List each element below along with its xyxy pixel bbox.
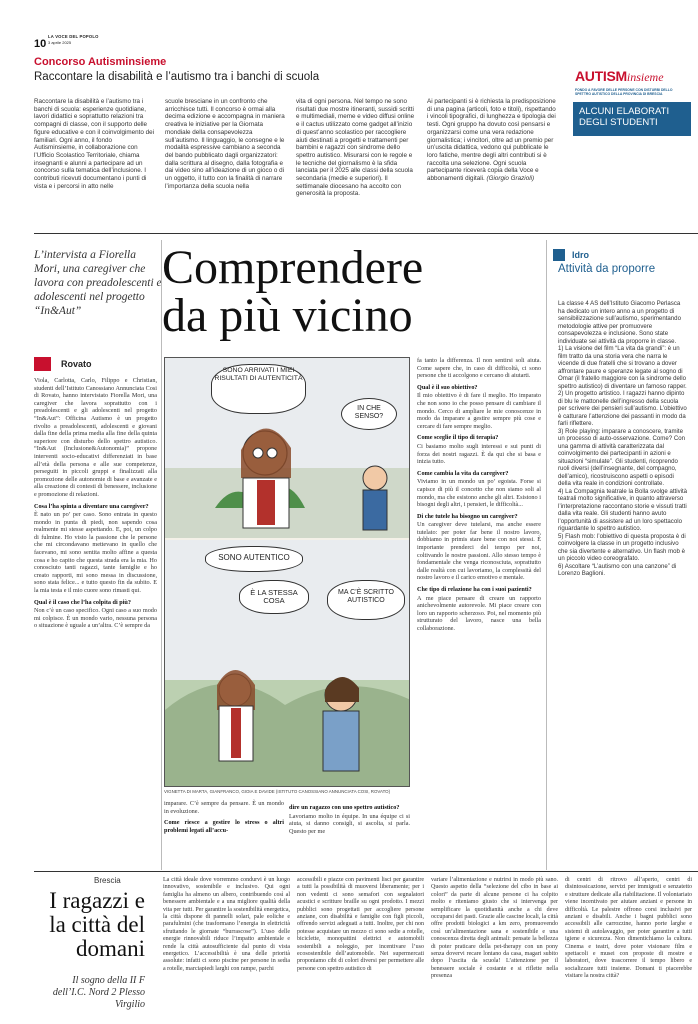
interview-paragraph: Un caregiver deve tutelarsi, ma anche essere tutelato: per poter far bene il nostro lavoro, dobbiamo in primis stare bene con noi stessi. È importante prenderci del tempo per noi, coltivando le nostre passioni. Allo stesso tempo è fondamentale che venga riconosciuta, soprattutto dalle realtà con cui lavoriamo, la complessità del nostro lavoro e il carico emotivo e mentale. — [417, 521, 541, 582]
comic-scene-bottom — [165, 540, 410, 787]
bottom-subhead: Il sogno della II F dell’I.C. Nord 2 Plesso Virgilio — [52, 975, 145, 1010]
headline-line-1: Comprendere — [162, 241, 424, 294]
top-column-3: vita di ogni persona. Nel tempo ne sono risultati due mostre itineranti, sussidi scritti e multimediali, meme e video diffusi online e il cactus utilizzato come gadget all’inizio di quest’anno scolastico per raccogliere aiuti destinati a progetti e trattamenti per bambini e ragazzi con sindrome dello spettro autistico. Misurarsi con le regole e le tecniche del giornalismo è la sfida lanciata per il 2025 alle classi della scuola secondaria (medie e superiori). Il settimanale diocesano ha accolto con generosità la proposta. — [296, 98, 415, 198]
interview-column-1 — [34, 377, 157, 631]
interview-paragraph: Viviamo in un mondo un po’ egoista. Forse si capisce di più il concetto che non siamo soli al mondo, ma che esistono anche gli altri. Esistono i bisogni degli altri, i pensieri, le difficoltà... — [417, 478, 541, 509]
location-marker-rovato — [34, 355, 92, 373]
idro-activity-list — [558, 345, 688, 578]
interview-under-illus-right — [289, 800, 410, 836]
speech-bubble-1: SONO ARRIVATI I MIEI RISULTATI DI AUTENTICITÀ — [211, 364, 306, 414]
interview-paragraph: Ci basiamo molto sugli interessi e sui punti di forza dei nostri ragazzi. È da qui che si basa e inizia tutto. — [417, 442, 541, 466]
interview-headline — [162, 241, 562, 342]
idro-intro: La classe 4 AS dell’Istituto Giacomo Perlasca ha dedicato un intero anno a un progetto di sensibilizzazione sull’autismo, sperimentando metodologie attive per promuovere consapevolezza e inclusione. Sono state individuate sei attività da proporre in classe. — [558, 300, 681, 345]
bottom-column-4: di centri di ritrovo all’aperto, centri di disintossicazione, servizi per immigrati e senzatetto e strutture dedicate alla riabilitazione. Il volontariato viene incentivato per aiutare anziani e persone in difficoltà. Le palestre offrono corsi inclusivi per anziani e disabili. Anche i bagni pubblici sono accessibili alle carrozzine, hanno porte larghe e sistemi di autolavaggio, per poter garantire a tutti igiene e sicurezza. Non dimentichiamo la cultura. Cinema e teatri, dove poter visionare film e spettacoli e musei con proposte di mostre e laboratori, dove trascorrere il tempo libero e socializzare tutti insieme. Domani ti piacerebbe visitare la nostra città? — [565, 877, 692, 980]
interview-paragraph: È nato un po’ per caso. Sono entrata in questo mondo in punta di piedi, non sapendo cosa realmente mi stesse aspettando. E, poi, un colpo di fulmine. Ho visto la passione che le persone che mi circondavano mettevano in quello che facevano, mi sono sentita molto affine a questa cosa e ho capito che questa strada era la mia. Ho conosciuto tanti ragazzi, tante famiglie e ho creato rapporti, mi sono messa in discussione, sono stata felice... e tutto questo fin da subito. E la mia testa e il mio cuore sono rimasti qui. — [34, 511, 157, 595]
idro-activity-item: 1) La visione del film “La vita da grandi”: è un film tratto da una storia vera che narra le vicende di due fratelli che si trovano a dover affrontare paure e speranze legate al sogno di Omar (il fratello maggiore con la sindrome dello spettro autistico) di diventare un famoso rapper. — [558, 345, 687, 390]
top-column-4 — [427, 98, 557, 183]
top-kicker: Concorso Autisminsieme — [34, 56, 167, 68]
page-header — [34, 34, 674, 48]
bottom-column-1: La città ideale dove vorremmo condurvi è un luogo innovativo, sostenibile e inclusivo. Qui ogni famiglia ha almeno un albero, contribuendo così al benessere ambientale e a una migliore qualità della vita per tutti. Per garantire la sostenibilità energetica, la città dispone di pannelli solari, pale eoliche e parafulmini (che trasformano l’energia in elettricità sfruttando le giornate “burrascose”). L’uso delle energie rinnovabili riduce l’impatto ambientale e rende la città autosufficiente dal punto di vista energetico. L’accessibilità è una delle priorità assolute: infatti ci sono piscine per persone in sedia a rotelle, marciapiedi larghi con rampe, parchi — [163, 877, 291, 972]
comic-panel-top — [165, 358, 410, 538]
bottom-column-2: accessibili e piazze con pavimenti lisci per garantire a tutti la possibilità di muoversi liberamente; per i non vedenti ci sono semafori con segnalatori acustici e scritture braille su ogni prodotto. I mezzi pubblici sono progettati per accogliere persone anziane, con disabilità e famiglie con figli piccoli, offrendo servizi adeguati a tutti. Inoltre, per chi non potesse acquistare un mezzo ci sono sedie a rotelle, biciclette, monopattini elettrici e automobili sostenibili a noleggio, per incentivare l’uso ecosostenibile dell’automobile. Nei supermercati proponiamo cibi di colori diversi per permettere alle persone con spettro autistico di — [297, 877, 424, 972]
idro-activity-item: 6) Ascoltare “L’autismo con una canzone” di Lorenzo Baglioni. — [558, 562, 677, 577]
speech-bubble-4: È LA STESSA COSA — [239, 580, 309, 614]
comic-panel-bottom — [165, 540, 410, 787]
interview-column-3 — [417, 357, 541, 634]
publication-name: LA VOCE DEL POPOLO — [48, 34, 99, 39]
comic-illustration — [164, 357, 410, 787]
issue-date: 3 aprile 2025 — [48, 40, 72, 45]
page-number: 10 — [34, 38, 47, 50]
rule-interview-right — [546, 240, 547, 870]
logo-subtitle: FONDO A FAVORE DELLE PERSONE CON DISTURBI DELLO SPETTRO AUTISTICO DELLA PROVINCIA DI BRESCIA — [575, 88, 673, 97]
speech-bubble-5: MA C’È SCRITTO AUTISTICO — [327, 580, 405, 620]
headline-line-2: da più vicino — [162, 289, 413, 342]
idro-activity-item: 4) La Compagnia teatrale la Bolla svolge attività teatrali molto significative, in quanto attraverso l’interpretazione raccontano storie e vissuti tratti dalla vita reale. Gli studenti hanno avuto l’opportunità di assistere ad un loro spettacolo riguardante lo spettro autistico. — [558, 487, 688, 532]
top-column-2: scuole bresciane in un confronto che arricchisce tutti. Il concorso è ormai alla decima edizione e accompagna in maniera creativa le iniziative per la Giornata mondiale della consapevolezza sull’autismo. Il linguaggio, le consegne e le modalità espressive cambiano a seconda del bando pubblicato dagli organizzatori: dalla scrittura al disegno, dalla fotografia e dai video sino all’ideazione di un gioco o di un oggetto, il tutto con la finalità di narrare l’importanza della scuola nella — [165, 98, 285, 190]
top-column-4-text: Ai partecipanti si è richiesta la predisposizione di una pagina (articoli, foto e titoli), rispettando i vincoli tipografici, di lunghezza e tipologia dei testi. Ogni gruppo ha dovuto così pensarsi e organizzarsi come una vera redazione giornalistica; i vincitori, oltre ad un premio per un’uscita didattica, vedono qui pubblicate le loro fatiche, mentre degli altri contributi si è raccolta una selezione. Ogni scuola partecipante riceverà copia della Voce e abbonamenti digitali. — [427, 98, 556, 183]
interview-under-illus-left — [164, 800, 284, 835]
interview-paragraph: A me piace pensare di creare un rapporto anichevolmente autorevole. Mi piace creare con loro un rapporto scherzoso. Poi, nel momento più strutturato del lavoro, nasce una bella collaborazione. — [417, 594, 541, 632]
idro-activity-item: 2) Un progetto artistico. I ragazzi hanno dipinto di blu le mattonelle dell’ingresso della scuola per scrivere dei pensieri sull’autismo. L’obiettivo è catturare l’attenzione dei passanti in modo da farli riflettere. — [558, 390, 687, 427]
logo-mark — [575, 68, 690, 86]
bottom-headline: I ragazzi e la città del domani — [49, 888, 145, 961]
red-square-icon — [34, 357, 51, 371]
bottom-column-3: variare l’alimentazione e nutrirsi in modo più sano. Questo aspetto della “selezione del cibo in base ai colori” da parte di alcune persone ci ha colpito molto e riteniamo giusto che si intervenga per semplificare la quotidianità anche a chi deve occuparsi dei pasti. Grazie alle cascine locali, la città offre prodotti biologici a km zero, promuovendo così un’alimentazione sana e sostenibile e una conoscenza diretta degli animali: pensate la bellezza di poter praticare della pet-therapy con un pony senza dovervi recare lontano da casa, magari subito dopo l’uscita da scuola! L’attenzione per il benessere sociale è costante e si riflette nella presenza — [431, 877, 558, 980]
interview-question: Come riesce a gestire lo stress o altri problemi legati all’accu- — [164, 819, 284, 834]
top-headline: Raccontare la disabilità e l’autismo tra i banchi di scuola — [34, 71, 320, 83]
autisminsieme-logo-box — [573, 62, 691, 250]
speech-bubble-2: IN CHE SENSO? — [341, 398, 397, 430]
idro-activity-item: 5) Flash mob: l’obiettivo di questa proposta è di coinvolgere la classe in un progetto inclusivo che sia divertente e alternativo. Un flash mob è un piccolo video coreografato. — [558, 532, 686, 562]
elaborati-banner: ALCUNI ELABORATI DEGLI STUDENTI — [573, 102, 691, 136]
idro-location-label: Idro — [572, 250, 589, 261]
idro-body — [558, 300, 688, 578]
top-signature: (Giorgio Grazioli) — [486, 175, 535, 183]
interview-question: Come sceglie il tipo di terapia? — [417, 434, 499, 442]
bottom-divider — [34, 871, 698, 872]
idro-title: Attività da proporre — [558, 263, 656, 275]
idro-activity-item: 3) Role playing: imparare a conoscere, tramite un processo di auto-osservazione. Come? Con una gamma di attività caratterizzata dal coinvolgimento dei partecipanti in azioni e situazioni “simulate”. Gli studenti, ricoprendo ruoli diversi (dell’insegnante, del compagno, dell’amico), ricostruiscono aspetti o episodi della vita reale in condizioni controllate. — [558, 427, 686, 487]
interview-question: Di che tutele ha bisogno un caregiver? — [417, 512, 518, 520]
interview-paragraph: Viola, Carlotta, Carlo, Filippo e Christian, studenti dell’Istituto Canossiano Annunciata Cosi di Rovato, hanno intervistato Fiorella Mori, una caregiver che lavora soprattutto con i preadolescenti e gli adolescenti nel progetto “In&Aut”: Officina Autismo è un progetto rivolto a preadolescenti, adolescenti e giovani dalla fine della prima media alla fine della quinta superiore con disturbo dello spettro autistico. “In&Aut (Inclusione&Autonomia)” propone interventi socio-educativi differenziati in base all’età della persona e alle sue competenze, perseguiti in piccoli gruppi e finalizzati alla promozione delle autonomie di base e avanzate e alla creazione di contesti di benessere, inclusione e promozione di relazioni. — [34, 377, 157, 498]
interview-paragraph: fa tanto la differenza. Il non sentirsi soli aiuta. Come sapere che, in caso di difficoltà, ci sono persone che ti accolgono e cercano di aiutarti. — [417, 357, 541, 380]
interview-paragraph: Il mio obiettivo è di fare il meglio. Ho imparato che non sono io che posso pensare di cambiare il mondo. Cerco di ampliare le mie conoscenze in modo da imparare a gestire sempre più cose e cercare di fare sempre meglio. — [417, 392, 541, 430]
bottom-location: Brescia — [94, 876, 121, 885]
interview-question: Qual è il suo obiettivo? — [417, 383, 478, 391]
interview-question: Qual è il caso che l’ha colpita di più? — [34, 598, 131, 606]
speech-bubble-3: SONO AUTENTICO — [205, 546, 303, 572]
interview-paragraph: Non c’è un caso specifico. Ogni caso a suo modo mi colpisce. È un mondo vario, nessuna persona o situazione è uguale a un’altra. C’è sempre da — [34, 607, 157, 630]
location-label: Rovato — [61, 359, 92, 370]
interview-question: Cosa l’ha spinta a diventare una caregiver? — [34, 502, 149, 510]
interview-question: Come cambia la vita da caregiver? — [417, 469, 509, 477]
rule-interview-left — [161, 240, 162, 870]
interview-question: dire un ragazzo con uno spettro autistico? — [289, 804, 400, 811]
interview-question: Che tipo di relazione ha con i suoi pazienti? — [417, 586, 532, 594]
top-divider — [34, 233, 698, 234]
logo-script-text: insieme — [626, 70, 664, 84]
interview-paragraph: Lavoriamo molto in équipe. In una équipe ci si aiuta, si danno consigli, si ascolta, si parla. Questo per me — [289, 812, 410, 835]
logo-main-text: AUTISM — [575, 68, 627, 84]
blue-square-icon — [553, 249, 565, 261]
interview-paragraph: imparare. C’è sempre da pensare. È un mondo in evoluzione. — [164, 800, 284, 815]
illustration-caption: VIGNETTA DI MARTA, GIANFRANCO, GIOIA E DAVIDE (ISTITUTO CANOSSIANO ANNUNCIATA COSI, ROVATO) — [164, 789, 391, 794]
interview-deck: L’intervista a Fiorella Mori, una caregiver che lavora con preadolescenti e adolescenti nel progetto “In&Aut” — [34, 249, 162, 317]
top-column-1: Raccontare la disabilità e l’autismo tra i banchi di scuola: esperienze quotidiane, lavori didattici e soprattutto relazioni tra compagni di classe, con il supporto delle figure educative e con il coinvolgimento dei familiari. Ogni anno, il fondo Autisminsieme, in collaborazione con l’Ufficio Scolastico Territoriale, chiama insegnanti e alunni a partecipare ad un concorso sulla tematica dell’inclusione. I contributi ricevuti documentano i punti di vista e i percorsi in atto nelle — [34, 98, 155, 190]
